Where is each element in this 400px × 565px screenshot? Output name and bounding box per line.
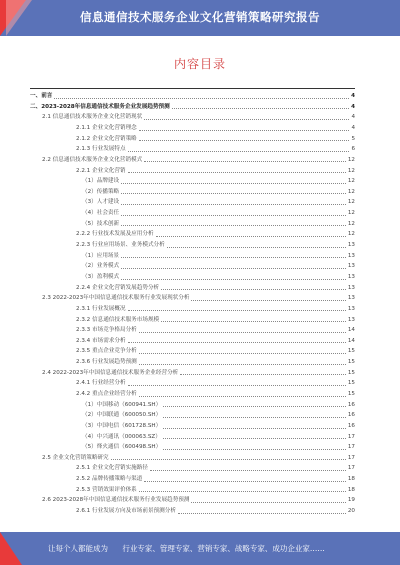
toc-entry[interactable] (30, 195, 355, 206)
toc-entry-page: 16 (347, 401, 355, 408)
toc-entry-page: 12 (347, 231, 355, 238)
toc-entry[interactable] (30, 88, 355, 100)
toc-entry-page: 6 (351, 146, 355, 153)
toc-leader-dots (144, 160, 346, 162)
report-header (0, 0, 400, 36)
toc-entry[interactable] (30, 132, 355, 143)
toc-leader-dots (54, 97, 349, 99)
toc-entry-label: 2.4.2 重点企业经营分析 (76, 390, 137, 397)
toc-entry-label: （1）中国移动（600941.SH） (82, 401, 162, 408)
toc-entry[interactable] (30, 419, 355, 430)
toc-entry-page: 12 (347, 178, 355, 185)
toc-entry-label: 2.5 企业文化营销策略研究 (42, 454, 109, 461)
toc-leader-dots (128, 171, 346, 173)
toc-leader-dots (161, 320, 346, 322)
toc-leader-dots (178, 512, 346, 514)
toc-leader-dots (139, 395, 346, 397)
toc-entry-label: （3）中国电信（601728.SH） (82, 422, 162, 429)
toc-entry-page: 17 (347, 465, 355, 472)
toc-entry-page: 13 (347, 316, 355, 323)
footer-roles: 行业专家、管理专家、营销专家、战略专家、成功企业家…… (122, 544, 325, 553)
toc-entry-label: 二、2023-2028年信息通信技术服务企业发展趋势预测 (30, 103, 170, 110)
toc-leader-dots (128, 309, 346, 311)
toc-entry[interactable] (30, 504, 355, 515)
toc-entry-label: 2.3.6 行业发展趋势预测 (76, 359, 137, 366)
toc-entry[interactable] (30, 174, 355, 185)
page-footer (0, 532, 400, 565)
toc-leader-dots (191, 299, 345, 301)
toc-entry[interactable] (30, 472, 355, 483)
toc-entry[interactable] (30, 387, 355, 398)
toc-entry-page: 12 (347, 220, 355, 227)
toc-leader-dots (121, 182, 346, 184)
toc-entry-label: 2.3.5 重点企业竞争分析 (76, 348, 137, 355)
toc-entry-label: （5）烽火通信（600498.SH） (82, 444, 162, 451)
toc-entry[interactable] (30, 398, 355, 409)
toc-entry-label: 2.5.2 品牌传播策略与渠道 (76, 476, 143, 483)
toc-entry-page: 16 (347, 422, 355, 429)
toc-entry[interactable] (30, 281, 355, 292)
toc-leader-dots (121, 192, 346, 194)
toc-leader-dots (128, 150, 350, 152)
toc-entry-label: 2.2.3 行业应用场景、业务模式分析 (76, 242, 165, 249)
toc-entry[interactable] (30, 217, 355, 228)
toc-leader-dots (144, 118, 349, 120)
toc-entry[interactable] (30, 312, 355, 323)
toc-entry-label: （1）应用场景 (82, 252, 120, 259)
toc-entry[interactable] (30, 100, 355, 111)
toc-entry-label: 2.2.1 企业文化营销 (76, 167, 126, 174)
toc-entry[interactable] (30, 430, 355, 441)
toc-entry[interactable] (30, 153, 355, 164)
toc-entry[interactable] (30, 344, 355, 355)
toc-entry-page: 13 (347, 273, 355, 280)
toc-entry-page: 15 (347, 359, 355, 366)
toc-leader-dots (139, 139, 350, 141)
toc-entry-label: 2.6 2023-2028年中国信息通信技术服务行业发展趋势预测 (42, 497, 190, 504)
toc-entry[interactable] (30, 483, 355, 494)
toc-entry-label: （4）中兴通讯（000063.SZ） (82, 433, 161, 440)
toc-entry[interactable] (30, 121, 355, 132)
toc-entry-page: 12 (347, 199, 355, 206)
toc-entry[interactable] (30, 302, 355, 313)
toc-entry-page: 18 (347, 476, 355, 483)
toc-leader-dots (139, 352, 346, 354)
toc-entry-label: 2.4.1 行业经营分析 (76, 380, 126, 387)
toc-entry-label: 2.3.1 行业发展概况 (76, 305, 126, 312)
toc-entry[interactable] (30, 142, 355, 153)
toc-entry[interactable] (30, 206, 355, 217)
toc-leader-dots (156, 235, 346, 237)
toc-entry-label: 2.6.1 行业发展方向及市场前景预测分析 (76, 508, 176, 515)
toc-entry[interactable] (30, 110, 355, 121)
toc-entry-page: 12 (347, 188, 355, 195)
toc-entry[interactable] (30, 493, 355, 504)
toc-entry[interactable] (30, 238, 355, 249)
toc-entry[interactable] (30, 355, 355, 366)
toc-entry[interactable] (30, 461, 355, 472)
toc-entry-label: 2.1.3 行业发展特点 (76, 146, 126, 153)
toc-entry-page: 14 (347, 327, 355, 334)
toc-leader-dots (172, 107, 349, 109)
toc-leader-dots (163, 427, 346, 429)
toc-entry-page: 13 (347, 305, 355, 312)
toc-entry[interactable] (30, 270, 355, 281)
toc-entry[interactable] (30, 323, 355, 334)
toc-entry[interactable] (30, 408, 355, 419)
toc-entry-page: 15 (347, 390, 355, 397)
toc-entry-label: 2.1.1 企业文化营销理念 (76, 124, 137, 131)
toc-leader-dots (139, 331, 346, 333)
toc-leader-dots (121, 278, 346, 280)
toc-entry[interactable] (30, 249, 355, 260)
toc-entry-page: 15 (347, 348, 355, 355)
report-title: 信息通信技术服务企业文化营销策略研究报告 (80, 10, 320, 24)
toc-leader-dots (139, 490, 346, 492)
toc-leader-dots (121, 256, 346, 258)
toc-entry-label: 2.2.2 行业技术发展及应用分析 (76, 231, 154, 238)
toc-entry-page: 13 (347, 242, 355, 249)
toc-entry-page: 17 (347, 444, 355, 451)
toc-entry-label: （3）人才建设 (82, 199, 120, 206)
toc-entry-page: 12 (347, 210, 355, 217)
toc-entry-label: 2.3 2022-2023年中国信息通信技术服务行业发展现状分析 (42, 295, 190, 302)
toc-entry[interactable] (30, 366, 355, 377)
toc-entry-page: 15 (347, 380, 355, 387)
toc-entry[interactable] (30, 451, 355, 462)
toc-entry-page: 13 (347, 295, 355, 302)
toc-entry[interactable] (30, 259, 355, 270)
toc-leader-dots (163, 405, 346, 407)
toc-entry-label: 2.5.3 营销效果评价体系 (76, 486, 137, 493)
toc-leader-dots (163, 437, 346, 439)
toc-entry-page: 13 (347, 284, 355, 291)
toc-entry-label: （5）技术创新 (82, 220, 120, 227)
toc-entry-label: 2.3.4 市场需求分析 (76, 337, 126, 344)
toc-entry-page: 20 (347, 508, 355, 515)
toc-entry[interactable] (30, 334, 355, 345)
toc-entry-label: （4）社会责任 (82, 210, 120, 217)
toc-entry-page: 17 (347, 433, 355, 440)
toc-entry-page: 12 (347, 156, 355, 163)
toc-entry[interactable] (30, 440, 355, 451)
toc-entry-page: 13 (347, 263, 355, 270)
toc-entry-label: 2.1.2 企业文化营销策略 (76, 135, 137, 142)
toc-entry-label: （2）中国联通（600050.SH） (82, 412, 162, 419)
toc-entry-label: （1）品牌建设 (82, 178, 120, 185)
footer-text (48, 543, 325, 554)
toc-entry[interactable] (30, 227, 355, 238)
toc-entry-page: 17 (347, 454, 355, 461)
toc-entry-page: 4 (351, 93, 355, 100)
toc-entry-label: 一、前言 (30, 93, 53, 100)
toc-leader-dots (128, 384, 346, 386)
toc-entry-label: 2.2.4 企业文化营销发展趋势分析 (76, 284, 160, 291)
toc-entry-page: 5 (351, 135, 355, 142)
toc-entry-page: 4 (351, 124, 355, 131)
toc-leader-dots (121, 224, 346, 226)
toc-entry[interactable] (30, 376, 355, 387)
toc-leader-dots (150, 469, 346, 471)
toc-leader-dots (121, 203, 346, 205)
toc-entry-page: 12 (347, 167, 355, 174)
toc-entry-page: 18 (347, 486, 355, 493)
toc-leader-dots (139, 363, 346, 365)
toc-entry-page: 16 (347, 412, 355, 419)
toc-leader-dots (191, 501, 345, 503)
toc-entry-page: 19 (347, 497, 355, 504)
toc-entry-label: 2.3.3 市场竞争格局分析 (76, 327, 137, 334)
toc-entry-page: 4 (351, 114, 355, 121)
toc-entry-page: 15 (347, 369, 355, 376)
toc-leader-dots (180, 373, 346, 375)
toc-leader-dots (139, 129, 350, 131)
toc-entry[interactable] (30, 185, 355, 196)
toc-entry-label: 2.4 2022-2023年中国信息通信技术服务企业经营分析 (42, 369, 179, 376)
toc-entry-label: 2.3.2 信息通信技术服务市场规模 (76, 316, 160, 323)
toc-leader-dots (161, 288, 346, 290)
toc-entry[interactable] (30, 291, 355, 302)
toc-entry-page: 13 (347, 252, 355, 259)
footer-red-accent (0, 532, 22, 565)
footer-slogan: 让每个人都能成为 (48, 544, 108, 553)
toc-entry-label: 2.1 信息通信技术服务企业文化营销现状 (42, 114, 143, 121)
toc-leader-dots (167, 246, 346, 248)
toc-entry-page: 4 (351, 103, 355, 110)
toc-entry-page: 14 (347, 337, 355, 344)
table-of-contents (30, 88, 355, 515)
toc-entry[interactable] (30, 163, 355, 174)
toc-entry-label: （3）盈利模式 (82, 273, 120, 280)
toc-leader-dots (111, 458, 346, 460)
toc-entry-label: 2.5.1 企业文化营销实施路径 (76, 465, 148, 472)
toc-entry-label: （2）传播策略 (82, 188, 120, 195)
toc-entry-label: 2.2 信息通信技术服务企业文化营销模式 (42, 156, 143, 163)
toc-leader-dots (121, 267, 346, 269)
toc-leader-dots (144, 480, 346, 482)
toc-leader-dots (163, 416, 346, 418)
toc-entry-label: （2）业务模式 (82, 263, 120, 270)
toc-title: 内容目录 (173, 57, 226, 71)
toc-leader-dots (121, 214, 346, 216)
toc-leader-dots (163, 448, 346, 450)
toc-leader-dots (128, 341, 346, 343)
